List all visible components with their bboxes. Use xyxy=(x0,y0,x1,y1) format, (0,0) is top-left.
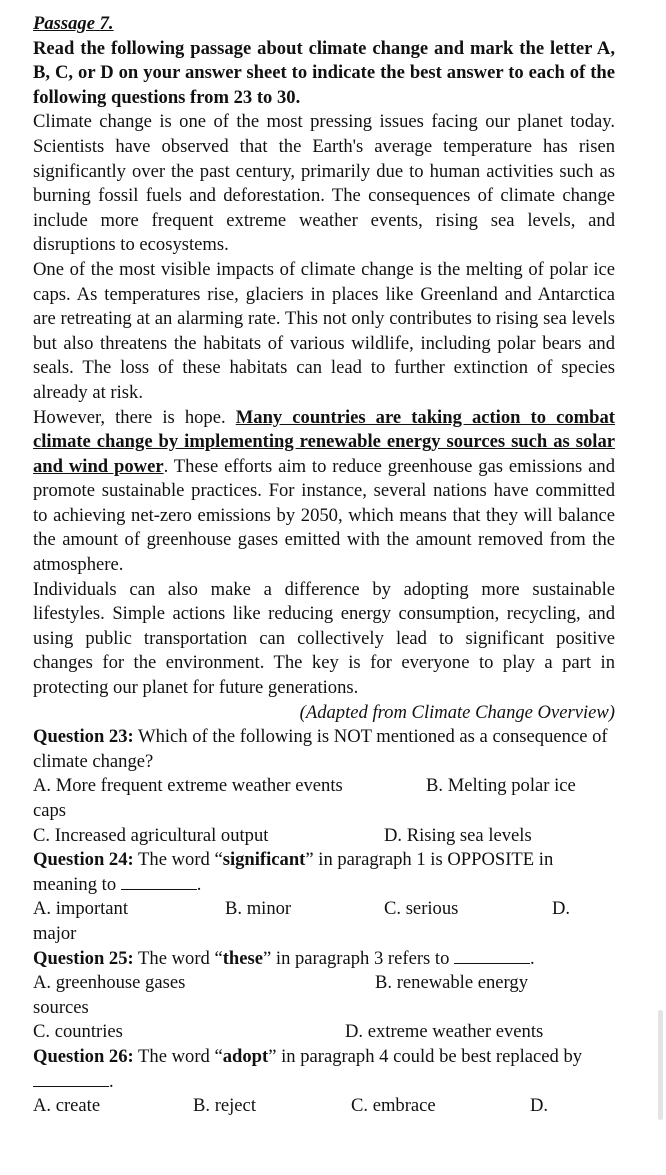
highlighted-sentence: Many countries are taking action to combat climate change by implementing renewable energy sources such as solar and wind power xyxy=(33,406,615,477)
source-citation: (Adapted from Climate Change Overview) xyxy=(299,701,615,723)
question-26-label: Question 26: xyxy=(33,1045,134,1067)
question-25-label: Question 25: xyxy=(33,947,134,969)
q24-option-d-wrap: major xyxy=(33,922,77,944)
q26-option-b[interactable]: B. reject xyxy=(193,1095,256,1117)
paragraph-3 xyxy=(33,406,615,578)
q23-option-d[interactable]: D. Rising sea levels xyxy=(384,824,532,846)
instructions: Read the following passage about climate change and mark the letter A, B, C, or D on your answer sheet to indicate the best answer to each of the following questions from 23 to 30. xyxy=(33,37,615,108)
question-25-end: . xyxy=(530,947,535,969)
q25-option-c[interactable]: C. countries xyxy=(33,1021,123,1043)
paragraph-4: Individuals can also make a difference by adopting more sustainable lifestyles. Simple actions like reducing energy consumption, recycling, and using public transportation can collectively lead to significant positive changes for the environment. The key is for everyone to play a part in protecting our planet for future generations. xyxy=(33,578,615,699)
question-24-text-pre: The word “ xyxy=(133,849,223,871)
q24-option-d[interactable]: D. xyxy=(552,898,571,920)
q26-option-d[interactable]: D. xyxy=(530,1095,549,1117)
question-25-text-pre: The word “ xyxy=(133,947,223,969)
question-26-text-post: ” in paragraph 4 could be best replaced by xyxy=(268,1045,583,1067)
q26-option-c[interactable]: C. embrace xyxy=(351,1095,436,1117)
question-23-stem xyxy=(33,725,615,774)
question-24-label: Question 24: xyxy=(33,849,134,871)
passage-title: Passage 7. xyxy=(33,13,114,34)
q25-option-d[interactable]: D. extreme weather events xyxy=(345,1021,544,1043)
question-26-stem xyxy=(33,1045,615,1094)
paragraph-2: One of the most visible impacts of climate change is the melting of polar ice caps. As temperatures rise, glaciers in places like Greenland and Antarctica are retreating at an alarming rate. This not only contributes to rising sea levels but also threatens the habitats of various wildlife, including polar bears and seals. The loss of these habitats can lead to further extinction of species already at risk. xyxy=(33,258,615,403)
question-23-label: Question 23: xyxy=(33,726,134,748)
question-23 xyxy=(33,725,615,848)
question-24-keyword: significant xyxy=(222,849,306,871)
paragraph-3-start: However, there is hope. xyxy=(33,406,236,428)
paragraph-3-end: . These efforts aim to reduce greenhouse gas emissions and promote sustainable practices. For instance, several nations have committed to achieving net-zero emissions by 2050, which means that they will balance the amount of greenhouse gases emitted with the amount removed from the atmosphere. xyxy=(33,455,616,576)
q25-option-a[interactable]: A. greenhouse gases xyxy=(33,972,186,994)
question-26-text-pre: The word “ xyxy=(133,1045,223,1067)
q23-option-b-wrap: caps xyxy=(33,800,67,821)
q26-option-a[interactable]: A. create xyxy=(33,1095,101,1117)
q24-option-b[interactable]: B. minor xyxy=(225,898,292,920)
q25-option-b[interactable]: B. renewable energy xyxy=(375,972,528,994)
q25-option-b-wrap: sources xyxy=(33,996,89,1018)
question-25-keyword: these xyxy=(222,947,263,969)
question-24-stem xyxy=(33,848,615,897)
question-26-blank xyxy=(33,1070,109,1087)
paragraph-1: Climate change is one of the most pressing issues facing our planet today. Scientists have observed that the Earth's average temperature has risen significantly over the past century, primarily due to human activities such as burning fossil fuels and deforestation. The consequences of climate change include more frequent extreme weather events, rising sea levels, and disruptions to ecosystems. xyxy=(33,111,615,256)
question-24-text-post: ” in paragraph 1 is OPPOSITE in meaning to xyxy=(33,849,554,895)
question-25-text-post: ” in paragraph 3 refers to xyxy=(263,947,450,969)
question-23-text: Which of the following is NOT mentioned as a consequence of climate change? xyxy=(33,726,608,772)
question-26-end: . xyxy=(109,1070,114,1092)
question-26-keyword: adopt xyxy=(222,1045,269,1067)
q23-option-a[interactable]: A. More frequent extreme weather events xyxy=(33,775,343,797)
question-25-stem xyxy=(33,947,615,972)
question-25 xyxy=(33,947,615,1045)
question-24-blank xyxy=(121,873,197,890)
question-24 xyxy=(33,848,615,946)
q23-option-c[interactable]: C. Increased agricultural output xyxy=(33,824,269,846)
scrollbar[interactable] xyxy=(658,1010,663,1120)
q24-option-a[interactable]: A. important xyxy=(33,898,129,920)
question-26 xyxy=(33,1045,615,1119)
passage-document xyxy=(33,12,615,1119)
q24-option-c[interactable]: C. serious xyxy=(384,898,459,920)
q23-option-b[interactable]: B. Melting polar ice xyxy=(426,775,576,797)
question-24-end: . xyxy=(196,873,202,895)
question-25-blank xyxy=(454,947,530,964)
